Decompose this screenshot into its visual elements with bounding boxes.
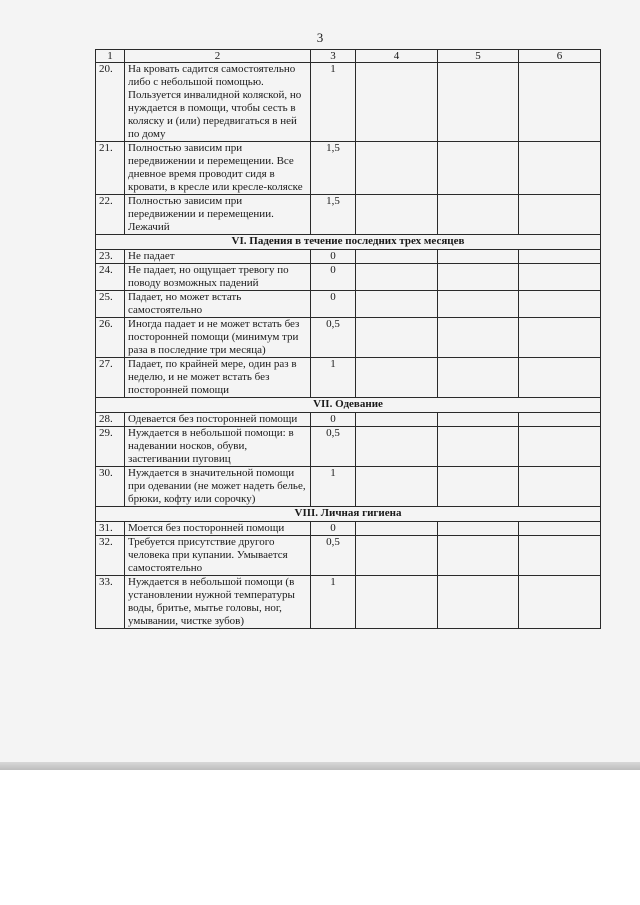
row-number: 31. xyxy=(96,522,125,536)
sheet-edge-shadow xyxy=(0,762,640,770)
row-score: 1 xyxy=(311,358,356,398)
row-number: 32. xyxy=(96,536,125,576)
empty-cell xyxy=(519,576,601,629)
row-number: 23. xyxy=(96,250,125,264)
empty-cell xyxy=(519,264,601,291)
section-header-row xyxy=(96,235,601,250)
row-description: Падает, по крайней мере, один раз в неделю, и не может встать без посторонней помощи xyxy=(125,358,311,398)
empty-cell xyxy=(519,318,601,358)
row-description: Нуждается в небольшой помощи: в надевании носков, обуви, застегивании пуговиц xyxy=(125,427,311,467)
row-description: Нуждается в небольшой помощи (в установлении нужной температуры воды, бритье, мытье головы, ног, умывании, чистке зубов) xyxy=(125,576,311,629)
empty-cell xyxy=(438,467,519,507)
assessment-table xyxy=(95,49,601,629)
row-number: 29. xyxy=(96,427,125,467)
table-row xyxy=(96,427,601,467)
row-number: 25. xyxy=(96,291,125,318)
row-description: Полностью зависим при передвижении и перемещении. Все дневное время проводит сидя в кровати, в кресле или кресле-коляске xyxy=(125,142,311,195)
empty-cell xyxy=(356,291,438,318)
table-row xyxy=(96,467,601,507)
row-score: 1 xyxy=(311,63,356,142)
row-score: 0 xyxy=(311,291,356,318)
row-description: Моется без посторонней помощи xyxy=(125,522,311,536)
empty-cell xyxy=(438,522,519,536)
row-score: 0,5 xyxy=(311,427,356,467)
empty-cell xyxy=(519,358,601,398)
empty-cell xyxy=(519,250,601,264)
row-score: 1 xyxy=(311,467,356,507)
row-description: Полностью зависим при передвижении и перемещении. Лежачий xyxy=(125,195,311,235)
row-number: 20. xyxy=(96,63,125,142)
empty-cell xyxy=(438,427,519,467)
table-row xyxy=(96,413,601,427)
empty-cell xyxy=(519,142,601,195)
empty-cell xyxy=(438,318,519,358)
empty-cell xyxy=(356,467,438,507)
section-title: VIII. Личная гигиена xyxy=(96,507,601,522)
empty-cell xyxy=(438,413,519,427)
empty-cell xyxy=(356,264,438,291)
table-row xyxy=(96,536,601,576)
row-score: 1,5 xyxy=(311,195,356,235)
row-score: 1,5 xyxy=(311,142,356,195)
header-row xyxy=(96,50,601,63)
column-header: 6 xyxy=(519,50,601,63)
row-score: 0,5 xyxy=(311,536,356,576)
empty-cell xyxy=(356,142,438,195)
empty-cell xyxy=(356,358,438,398)
row-score: 0 xyxy=(311,264,356,291)
row-score: 1 xyxy=(311,576,356,629)
section-header-row xyxy=(96,507,601,522)
empty-cell xyxy=(519,413,601,427)
row-score: 0 xyxy=(311,413,356,427)
row-description: Требуется присутствие другого человека при купании. Умывается самостоятельно xyxy=(125,536,311,576)
empty-cell xyxy=(438,536,519,576)
row-description: Нуждается в значительной помощи при одевании (не может надеть белье, брюки, кофту или сорочку) xyxy=(125,467,311,507)
empty-cell xyxy=(356,413,438,427)
table-row xyxy=(96,358,601,398)
column-header: 4 xyxy=(356,50,438,63)
table-row xyxy=(96,291,601,318)
page-number: 3 xyxy=(316,30,324,45)
empty-cell xyxy=(356,576,438,629)
table-row xyxy=(96,576,601,629)
section-title: VII. Одевание xyxy=(96,398,601,413)
table-row xyxy=(96,195,601,235)
column-header: 5 xyxy=(438,50,519,63)
empty-cell xyxy=(519,291,601,318)
empty-cell xyxy=(519,63,601,142)
empty-cell xyxy=(519,536,601,576)
table-row xyxy=(96,250,601,264)
column-header: 1 xyxy=(96,50,125,63)
empty-cell xyxy=(356,427,438,467)
table-body xyxy=(96,50,601,629)
section-title: VI. Падения в течение последних трех месяцев xyxy=(96,235,601,250)
empty-cell xyxy=(519,427,601,467)
empty-cell xyxy=(356,63,438,142)
row-description: Иногда падает и не может встать без посторонней помощи (минимум три раза в последние три месяца) xyxy=(125,318,311,358)
empty-cell xyxy=(438,291,519,318)
row-number: 33. xyxy=(96,576,125,629)
empty-cell xyxy=(438,142,519,195)
empty-cell xyxy=(438,576,519,629)
row-description: Одевается без посторонней помощи xyxy=(125,413,311,427)
column-header: 2 xyxy=(125,50,311,63)
row-number: 24. xyxy=(96,264,125,291)
table-row xyxy=(96,318,601,358)
row-description: Падает, но может встать самостоятельно xyxy=(125,291,311,318)
row-description: Не падает, но ощущает тревогу по поводу возможных падений xyxy=(125,264,311,291)
row-description: На кровать садится самостоятельно либо с небольшой помощью. Пользуется инвалидной коляской, но нуждается в помощи, чтобы сесть в коляску и (или) передвигаться в ней по дому xyxy=(125,63,311,142)
empty-cell xyxy=(438,195,519,235)
row-number: 22. xyxy=(96,195,125,235)
empty-cell xyxy=(519,522,601,536)
empty-cell xyxy=(438,250,519,264)
table-row xyxy=(96,142,601,195)
empty-cell xyxy=(519,467,601,507)
row-number: 26. xyxy=(96,318,125,358)
row-score: 0 xyxy=(311,250,356,264)
row-score: 0 xyxy=(311,522,356,536)
empty-cell xyxy=(438,264,519,291)
empty-cell xyxy=(438,63,519,142)
empty-cell xyxy=(356,522,438,536)
column-header: 3 xyxy=(311,50,356,63)
empty-cell xyxy=(438,358,519,398)
empty-cell xyxy=(356,536,438,576)
row-number: 27. xyxy=(96,358,125,398)
section-header-row xyxy=(96,398,601,413)
empty-cell xyxy=(356,195,438,235)
row-description: Не падает xyxy=(125,250,311,264)
row-number: 21. xyxy=(96,142,125,195)
empty-cell xyxy=(356,318,438,358)
table-row xyxy=(96,264,601,291)
table-row xyxy=(96,63,601,142)
empty-cell xyxy=(519,195,601,235)
table-row xyxy=(96,522,601,536)
row-number: 30. xyxy=(96,467,125,507)
row-number: 28. xyxy=(96,413,125,427)
empty-cell xyxy=(356,250,438,264)
row-score: 0,5 xyxy=(311,318,356,358)
